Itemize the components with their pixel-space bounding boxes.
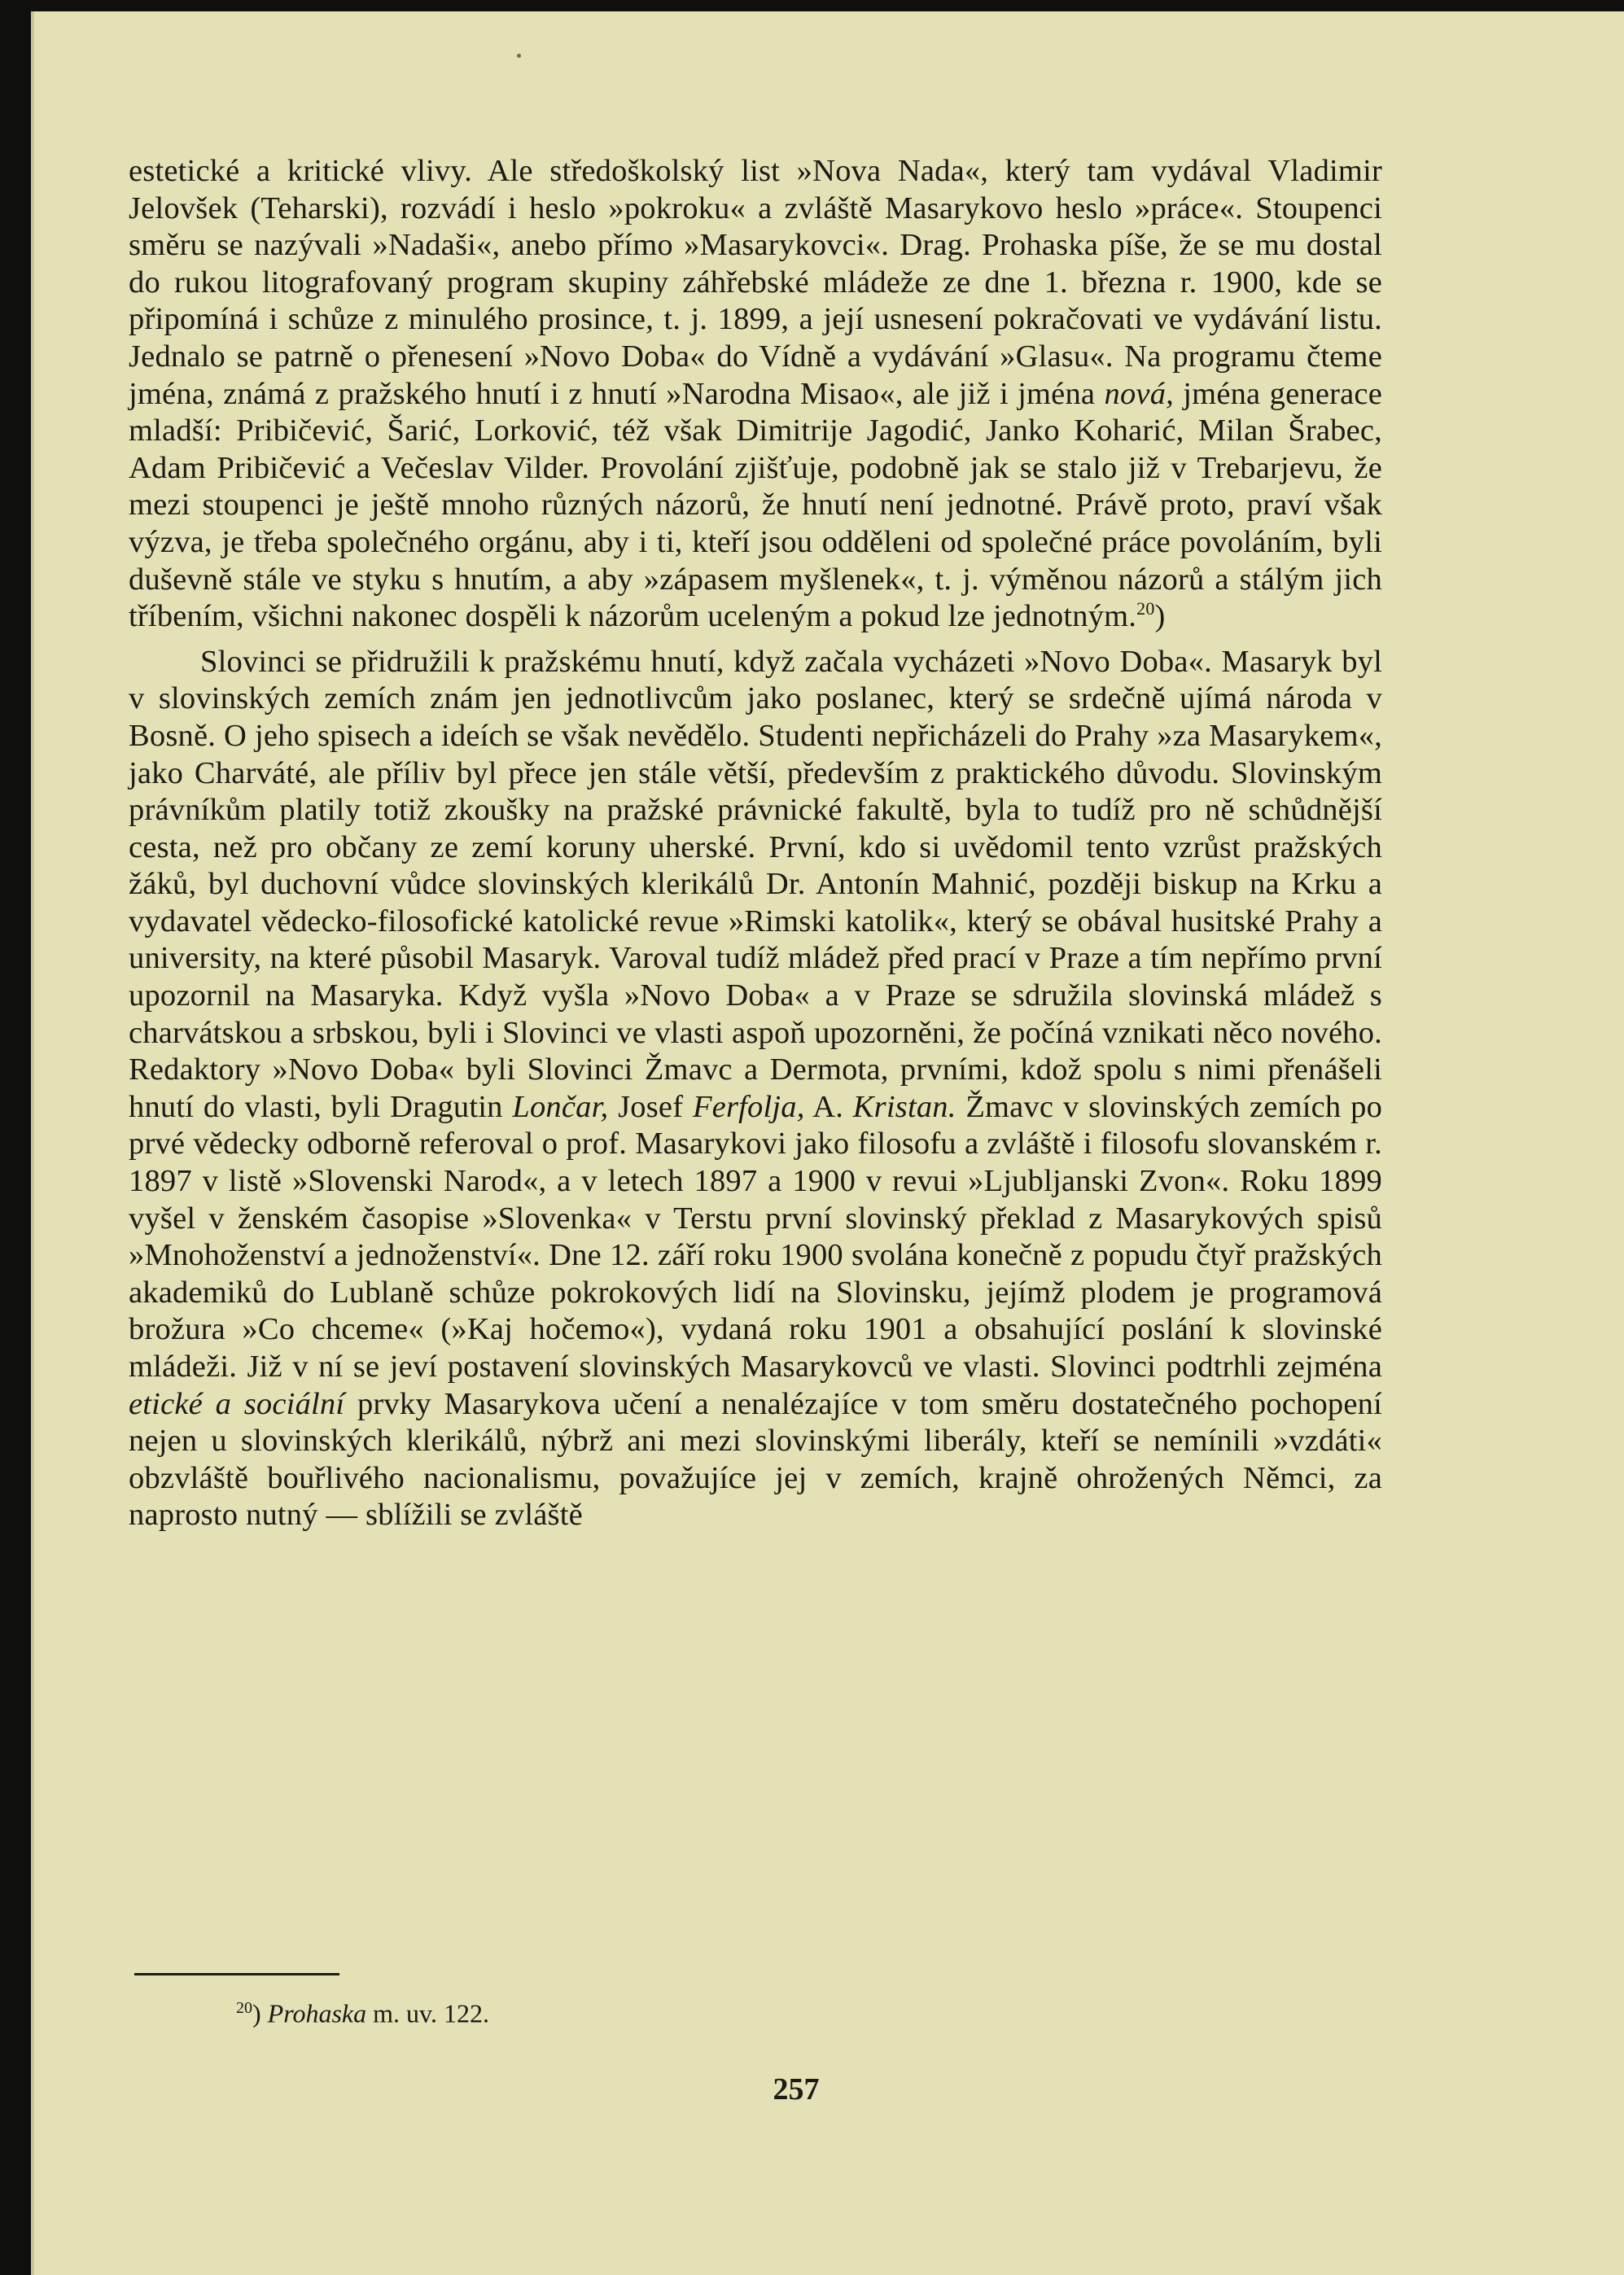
emphasis-ethics: etické a sociální xyxy=(129,1386,345,1421)
footnote-author: Prohaska xyxy=(267,1998,367,2028)
footnote-number-close: ) xyxy=(252,1998,261,2028)
footnote-rule xyxy=(134,1973,339,1975)
name-ferfolja: Ferfolja, xyxy=(692,1089,805,1124)
paragraph-2-text-d: Žmavc v slovinských zemích po prvé vědecky odborně referoval o prof. Masarykovi jako filosofu a zvláště i filosofu slovanském r. 1897 v listě »Slovenski Narod«, a v letech 1897 a 1900 v revui »Ljubljanski Zvon«. Roku 1899 vyšel v ženském časopise »Slovenka« v Terstu první slovinský překlad z Masarykových spisů »Mnohoženství a jednoženství«. Dne 12. září roku 1900 svolána konečně z popudu čtyř pražských akademiků do Lublaně schůze pokrokových lidí na Slovinsku, jejímž plodem je programová brožura »Co chceme« (»Kaj hočemo«), vydaná roku 1901 a obsahující poslání k slovinské mládeži. Již v ní se jeví postavení slovinských Masarykovců ve vlasti. Slovinci podtrhli zejména xyxy=(129,1089,1383,1384)
footnote-text: m. uv. 122. xyxy=(373,1998,489,2028)
footnote-number: 20 xyxy=(236,1999,252,2017)
footnote-reference: 20 xyxy=(1136,598,1155,619)
paragraph-1-text-b: jména generace mladší: Pribičević, Šarić, Lorković, též však Dimitrije Jagodić, Janko Koharić, Milan Šrabec, Adam Pribičević a Večeslav Vilder. Provolání zjišťuje, podobně jak se stalo již v Trebarjevu, že mezi stoupenci je ještě mnoho různých názorů, že hnutí není jednotné. Právě proto, praví však výzva, je třeba společného orgánu, aby i ti, kteří jsou odděleni od společné práce povoláním, byli duševně stále ve styku s hnutím, a aby »zápasem myšlenek«, t. j. výměnou názorů a stálým jich tříbením, všichni nakonec dospěli k názorům uceleným a pokud lze jednotným. xyxy=(129,376,1383,634)
paragraph-1-text-a: estetické a kritické vlivy. Ale středoškolský list »Nova Nada«, který tam vydával Vladimir Jelovšek (Teharski), rozvádí i heslo »pokroku« a zvláště Masarykovo heslo »práce«. Stoupenci směru se nazývali »Nadaši«, anebo přímo »Masarykovci«. Drag. Prohaska píše, že se mu dostal do rukou litografovaný program skupiny záhřebské mládeže ze dne 1. března r. 1900, kde se připomíná i schůze z minulého prosince, t. j. 1899, a její usnesení pokračovati ve vydávání listu. Jednalo se patrně o přenesení »Novo Doba« do Vídně a vydávání »Glasu«. Na programu čteme jména, známá z pražského hnutí i z hnutí »Narodna Misao«, ale již i jména xyxy=(129,154,1382,411)
paper-speck xyxy=(517,54,521,58)
body-text xyxy=(129,153,1382,1534)
name-kristan: Kristan. xyxy=(852,1089,956,1124)
footnote xyxy=(236,1992,489,2030)
name-loncar: Lončar, xyxy=(512,1089,609,1124)
emphasis-new: nová, xyxy=(1104,376,1174,411)
paragraph-2 xyxy=(129,644,1382,1534)
paragraph-2-text-a: Slovinci se přidružili k pražskému hnutí, když začala vycházeti »Novo Doba«. Masaryk byl v slovinských zemích znám jen jednotlivcům jako poslanec, který se srdečně ujímá národa v Bosně. O jeho spisech a ideích se však nevědělo. Studenti nepřicházeli do Prahy »za Masarykem«, jako Charváté, ale příliv byl přece jen stále větší, především z praktického důvodu. Slovinským právníkům platily totiž zkoušky na pražské právnické fakultě, byla to tudíž pro ně schůdnější cesta, než pro občany ze zemí koruny uherské. První, kdo si uvědomil tento vzrůst pražských žáků, byl duchovní vůdce slovinských klerikálů Dr. Antonín Mahnić, později biskup na Krku a vydavatel vědecko-filosofické katolické revue »Rimski katolik«, který se obával husitské Prahy a university, na které působil Masaryk. Varoval tudíž mládež před prací v Praze a tím nepřímo první upozornil na Masaryka. Když vyšla »Novo Doba« a v Praze se sdružila slovinská mládež s charvátskou a srbskou, byli i Slovinci ve vlasti aspoň upozorněni, že počíná vznikati něco nového. Redaktory »Novo Doba« byli Slovinci Žmavc a Dermota, prvními, kdož spolu s nimi přenášeli hnutí do vlasti, byli Dragutin xyxy=(129,644,1382,1124)
paragraph-2-text-c: A. xyxy=(812,1089,844,1124)
paragraph-2-text-b: Josef xyxy=(618,1089,684,1124)
paragraph-2-text-e: prvky Masarykova učení a nenalézajíce v tom směru dostatečného pochopení nejen u slovinských klerikálů, nýbrž ani mezi slovinskými liberály, kteří se nemínili »vzdáti« obzvláště bouřlivého nacionalismu, považujíce jej v zemích, krajně ohrožených Němci, za naprosto nutný — sblížili se zvláště xyxy=(129,1386,1383,1533)
paragraph-1-closing: ) xyxy=(1154,599,1166,634)
page-number: 257 xyxy=(773,2072,820,2107)
paragraph-1 xyxy=(129,153,1382,636)
